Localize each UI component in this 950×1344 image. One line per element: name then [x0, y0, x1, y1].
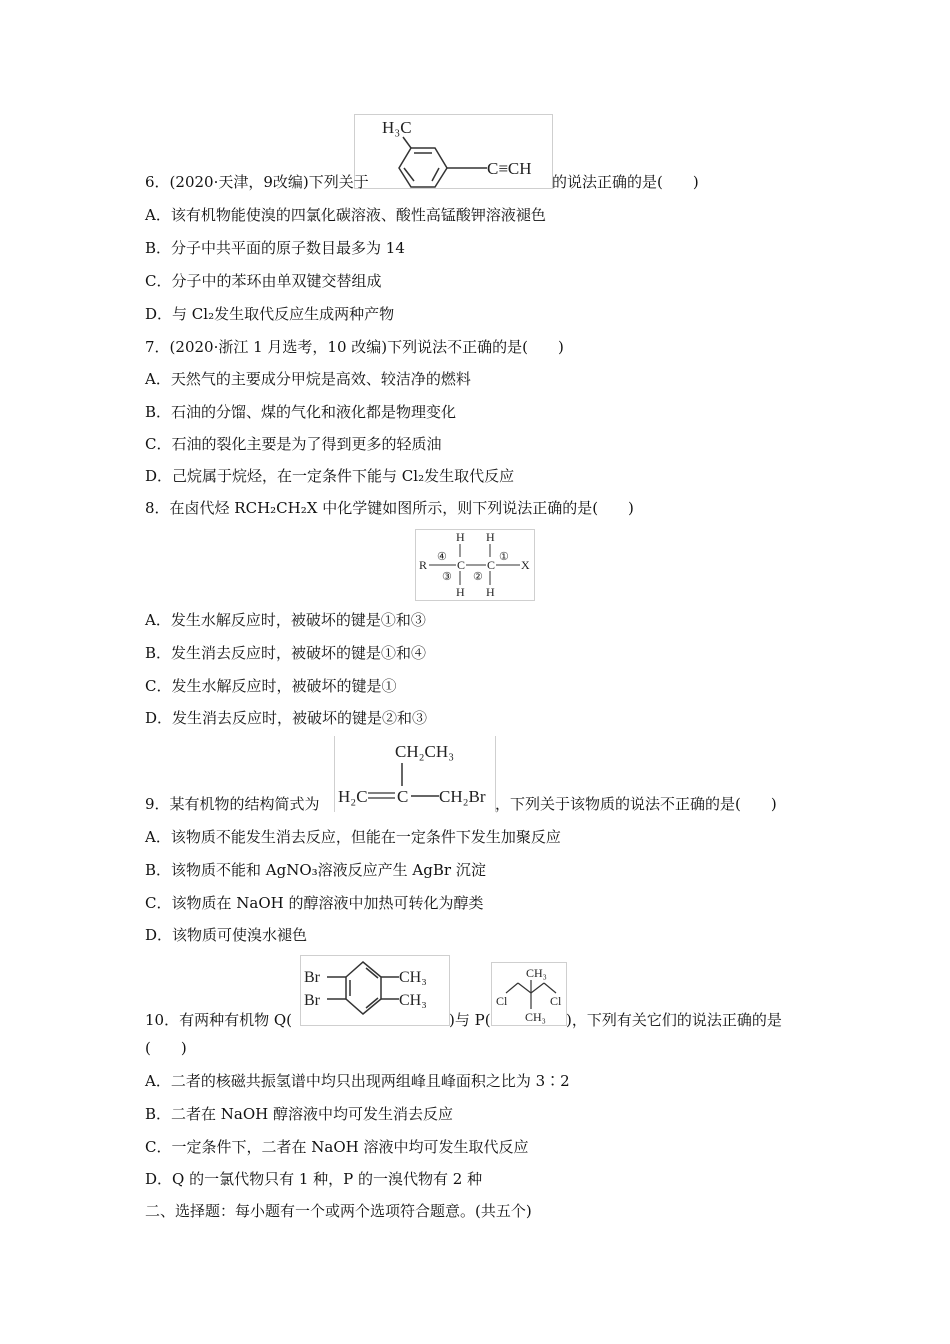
svg-text:X: X [521, 558, 530, 572]
svg-text:C: C [457, 558, 466, 572]
q6-stem-post: 的说法正确的是( ) [552, 173, 699, 191]
svg-text:CH₃: CH₃ [399, 969, 427, 986]
q9-option-b: B．该物质不能和 AgNO₃溶液反应产生 AgBr 沉淀 [145, 861, 486, 879]
q6-ch3-label: H₃C [382, 118, 412, 137]
q8-stem: 8．在卤代烃 RCH₂CH₂X 中化学键如图所示，则下列说法正确的是( ) [145, 499, 634, 517]
svg-text:CH₂CH₃: CH₂CH₃ [395, 742, 455, 761]
q9-stem-pre: 9．某有机物的结构简式为 [145, 795, 320, 813]
q6-structure-figure [354, 114, 553, 189]
q8-bond-figure [415, 529, 535, 601]
svg-text:CH₃: CH₃ [526, 966, 547, 980]
svg-text:③: ③ [442, 571, 452, 583]
q10-stem-a: 10．有两种有机物 Q( [145, 1011, 293, 1029]
q9-option-c: C．该物质在 NaOH 的醇溶液中加热可转化为醇类 [145, 894, 484, 912]
q10-option-a: A．二者的核磁共振氢谱中均只出现两组峰且峰面积之比为 3∶2 [145, 1072, 570, 1090]
q6-option-b: B．分子中共平面的原子数目最多为 14 [145, 239, 405, 257]
svg-text:④: ④ [437, 551, 447, 563]
svg-text:C: C [487, 558, 496, 572]
q8-option-a: A．发生水解反应时，被破坏的键是①和③ [145, 611, 426, 629]
q6-option-c: C．分子中的苯环由单双键交替组成 [145, 272, 382, 290]
q10-P-structure-figure [491, 962, 567, 1026]
svg-text:Br: Br [304, 992, 320, 1009]
svg-text:CH₂Br: CH₂Br [439, 787, 486, 806]
q10-Q-structure-figure [300, 955, 450, 1026]
svg-text:Br: Br [304, 969, 320, 986]
q10-stem-c: )，下列有关它们的说法正确的是 [566, 1011, 782, 1029]
svg-text:Cl: Cl [550, 994, 562, 1008]
svg-text:CH₃: CH₃ [525, 1010, 546, 1024]
q9-structure-figure [334, 736, 496, 812]
svg-text:H: H [486, 585, 495, 599]
q10-stem-d: ( ) [145, 1039, 187, 1057]
svg-text:H: H [456, 530, 465, 544]
q7-option-a: A．天然气的主要成分甲烷是高效、较洁净的燃料 [145, 370, 471, 388]
svg-text:R: R [419, 558, 428, 572]
q8-option-c: C．发生水解反应时，被破坏的键是① [145, 677, 397, 695]
svg-text:②: ② [473, 571, 483, 583]
q9-option-a: A．该物质不能发生消去反应，但能在一定条件下发生加聚反应 [145, 828, 561, 846]
q6-alkyne-label: C≡CH [487, 159, 532, 178]
q6-option-a: A．该有机物能使溴的四氯化碳溶液、酸性高锰酸钾溶液褪色 [145, 206, 546, 224]
svg-text:H: H [456, 585, 465, 599]
q10-option-d: D．Q 的一氯代物只有 1 种，P 的一溴代物有 2 种 [145, 1170, 483, 1188]
q9-stem-post: ，下列关于该物质的说法不正确的是( ) [495, 795, 777, 813]
svg-text:C: C [397, 787, 409, 806]
svg-text:H₂C: H₂C [338, 787, 368, 806]
q7-option-d: D．己烷属于烷烃，在一定条件下能与 Cl₂发生取代反应 [145, 467, 515, 485]
q7-option-c: C．石油的裂化主要是为了得到更多的轻质油 [145, 435, 442, 453]
q6-option-d: D．与 Cl₂发生取代反应生成两种产物 [145, 305, 395, 323]
q7-stem: 7．(2020·浙江 1 月选考，10 改编)下列说法不正确的是( ) [145, 338, 564, 356]
q8-option-d: D．发生消去反应时，被破坏的键是②和③ [145, 709, 428, 727]
svg-text:H: H [486, 530, 495, 544]
svg-text:①: ① [499, 551, 509, 563]
q10-option-c: C．一定条件下，二者在 NaOH 溶液中均可发生取代反应 [145, 1138, 529, 1156]
q10-stem-b: )与 P( [449, 1011, 491, 1029]
q6-stem-pre: 6．(2020·天津，9改编)下列关于 [145, 173, 369, 191]
q7-option-b: B．石油的分馏、煤的气化和液化都是物理变化 [145, 403, 457, 421]
svg-text:Cl: Cl [496, 994, 508, 1008]
q10-option-b: B．二者在 NaOH 醇溶液中均可发生消去反应 [145, 1105, 454, 1123]
svg-text:CH₃: CH₃ [399, 992, 427, 1009]
q8-option-b: B．发生消去反应时，被破坏的键是①和④ [145, 644, 427, 662]
section-2-heading: 二、选择题：每小题有一个或两个选项符合题意。(共五个) [145, 1202, 532, 1220]
q9-option-d: D．该物质可使溴水褪色 [145, 926, 308, 944]
